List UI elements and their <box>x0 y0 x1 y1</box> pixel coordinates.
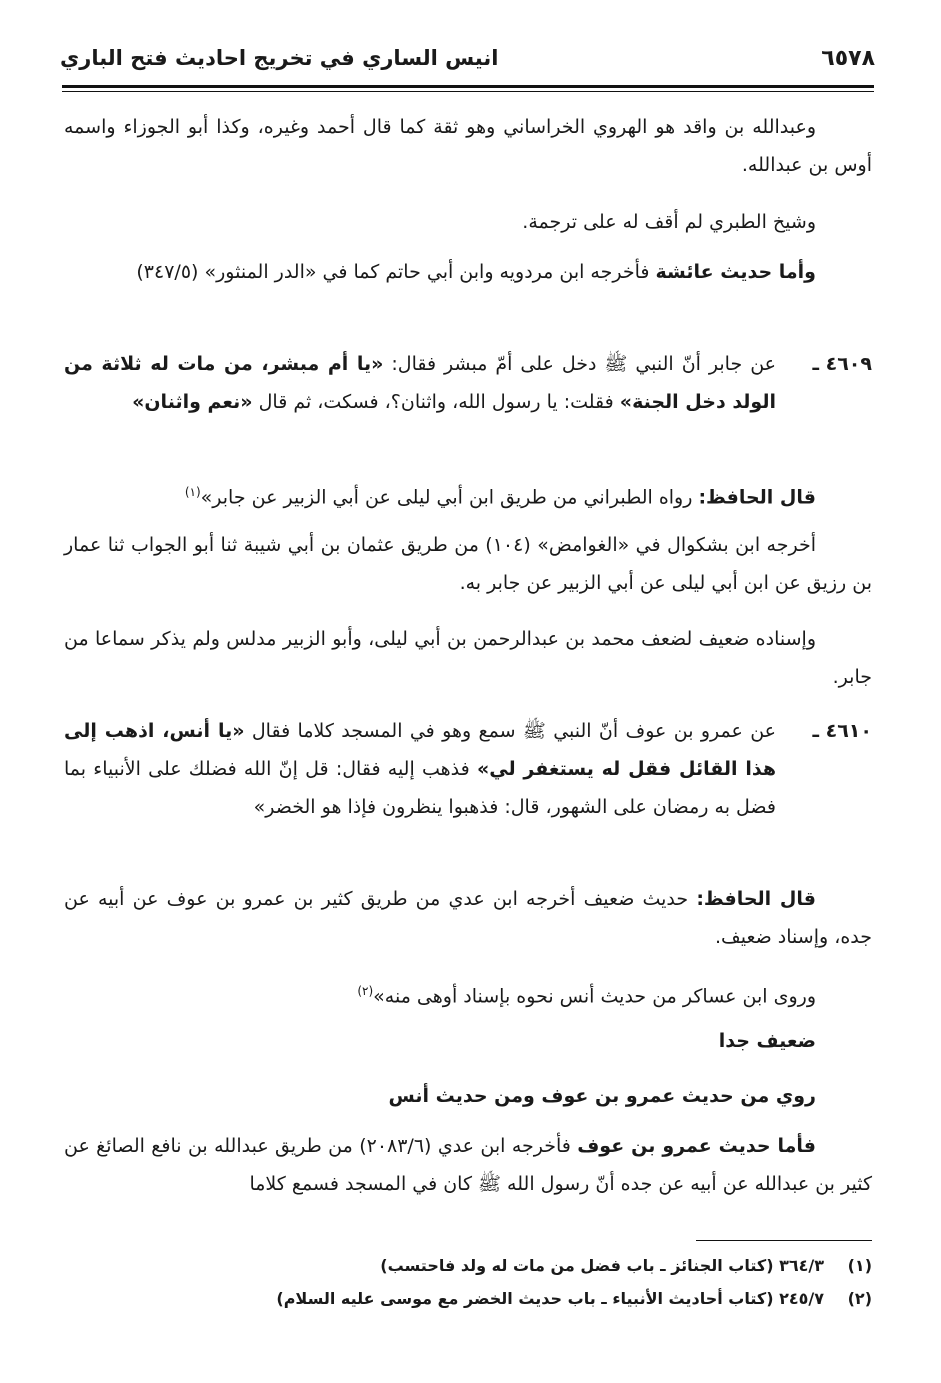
hadith-number: ٤٦١٠ ـ <box>812 720 872 742</box>
footnote-text: ٢٤٥/٧ (كتاب أحاديث الأنبياء ـ باب حديث الخضر مع موسى عليه السلام) <box>276 1289 824 1308</box>
hadith-4609 <box>64 345 872 421</box>
paragraph-7-rest: فأخرجه ابن عدي (٢٠٨٣/٦) من طريق عبدالله بن نافع الصائغ عن كثير بن عبدالله عن أبيه عن جده أنّ رسول الله ﷺ كان في المسجد فسمع كلاما <box>64 1135 872 1195</box>
hadith-rest: فذهب إليه فقال: قل إنّ الله فضلك على الأنبياء بما فضل به رمضان على الشهور، قال: فذهبوا ينظرون فإذا هو الخضر» <box>64 758 776 818</box>
footnote-2 <box>64 1285 872 1313</box>
footnote-separator <box>696 1240 872 1241</box>
paragraph-2-text: وشيخ الطبري لم أقف له على ترجمة. <box>522 211 816 233</box>
paragraph-6-text: وروى ابن عساكر من حديث أنس نحوه بإسناد أوهى منه» <box>373 985 816 1008</box>
footnote-text: ٣٦٤/٣ (كتاب الجنائز ـ باب فضل من مات له ولد فاحتسب) <box>380 1256 824 1275</box>
hadith-quote: «يا أنس، اذهب إلى هذا القائل فقل له يستغفر لي» <box>64 720 776 780</box>
hadith-intro: عن عمرو بن عوف أنّ النبي ﷺ سمع وهو في المسجد كلاما فقال <box>244 720 777 742</box>
hafiz-text: حديث ضعيف أخرجه ابن عدي من طريق كثير بن عمرو بن عوف عن أبيه عن جده، وإسناد ضعيف. <box>64 888 872 948</box>
page-header <box>60 46 875 80</box>
hadith-quote-2: «نعم واثنان» <box>132 391 253 413</box>
paragraph-5-text: وإسناده ضعيف لضعف محمد بن عبدالرحمن بن أبي ليلى، وأبو الزبير مدلس ولم يذكر سماعا من جابر. <box>64 628 872 688</box>
paragraph-1 <box>64 108 872 184</box>
footnote-number: (٢) <box>847 1289 872 1308</box>
header-rule-thick <box>62 85 874 88</box>
paragraph-4 <box>64 526 872 602</box>
hadith-grade <box>64 1022 816 1060</box>
paragraph-2 <box>64 203 872 241</box>
paragraph-4-text: أخرجه ابن بشكوال في «الغوامض» (١٠٤) من طريق عثمان بن أبي شيبة ثنا أبو الجواب ثنا عمار بن رزيق عن ابن أبي ليلى عن أبي الزبير عن جابر به. <box>64 534 872 594</box>
narration-line-text: روي من حديث عمرو بن عوف ومن حديث أنس <box>388 1085 816 1107</box>
footnote-1 <box>64 1252 872 1280</box>
page-number: ٦٥٧٨ <box>821 46 875 71</box>
hadith-body <box>64 712 776 826</box>
paragraph-7 <box>64 1127 872 1203</box>
footnote-ref-2: (٢) <box>357 984 374 998</box>
footnote-number: (١) <box>847 1256 872 1275</box>
hadith-body <box>64 345 776 421</box>
hafiz-label: قال الحافظ: <box>696 888 816 910</box>
hadith-number: ٤٦٠٩ ـ <box>812 353 872 375</box>
paragraph-6 <box>64 972 872 1015</box>
paragraph-3 <box>64 253 872 291</box>
hadith-4610 <box>64 712 872 826</box>
hafiz-comment-1 <box>64 473 872 516</box>
hadith-intro: عن جابر أنّ النبي ﷺ دخل على أمّ مبشر فقال: <box>383 353 776 375</box>
paragraph-3-bold: وأما حديث عائشة <box>655 261 816 283</box>
narration-line <box>64 1077 816 1115</box>
hadith-grade-text: ضعيف جدا <box>718 1030 816 1052</box>
paragraph-3-rest: فأخرجه ابن مردويه وابن أبي حاتم كما في «الدر المنثور» (٣٤٧/٥) <box>136 261 656 283</box>
hafiz-label: قال الحافظ: <box>698 486 816 509</box>
footnote-ref-1: (١) <box>184 485 201 499</box>
hafiz-text: رواه الطبراني من طريق ابن أبي ليلى عن أبي الزبير عن جابر» <box>200 486 699 509</box>
hadith-middle: فقلت: يا رسول الله، واثنان؟، فسكت، ثم قال <box>252 391 620 413</box>
header-rule-thin <box>62 91 874 92</box>
paragraph-7-bold: فأما حديث عمرو بن عوف <box>577 1135 816 1157</box>
hadith-quote: «يا أم مبشر، من مات له ثلاثة من الولد دخل الجنة» <box>64 353 776 413</box>
hafiz-comment-2 <box>64 880 872 956</box>
paragraph-1-text: وعبدالله بن واقد هو الهروي الخراساني وهو ثقة كما قال أحمد وغيره، وكذا أبو الجوزاء واسمه أوس بن عبدالله. <box>64 116 872 176</box>
book-title: انيس الساري في تخريج احاديث فتح الباري <box>60 46 499 70</box>
paragraph-5 <box>64 620 872 696</box>
